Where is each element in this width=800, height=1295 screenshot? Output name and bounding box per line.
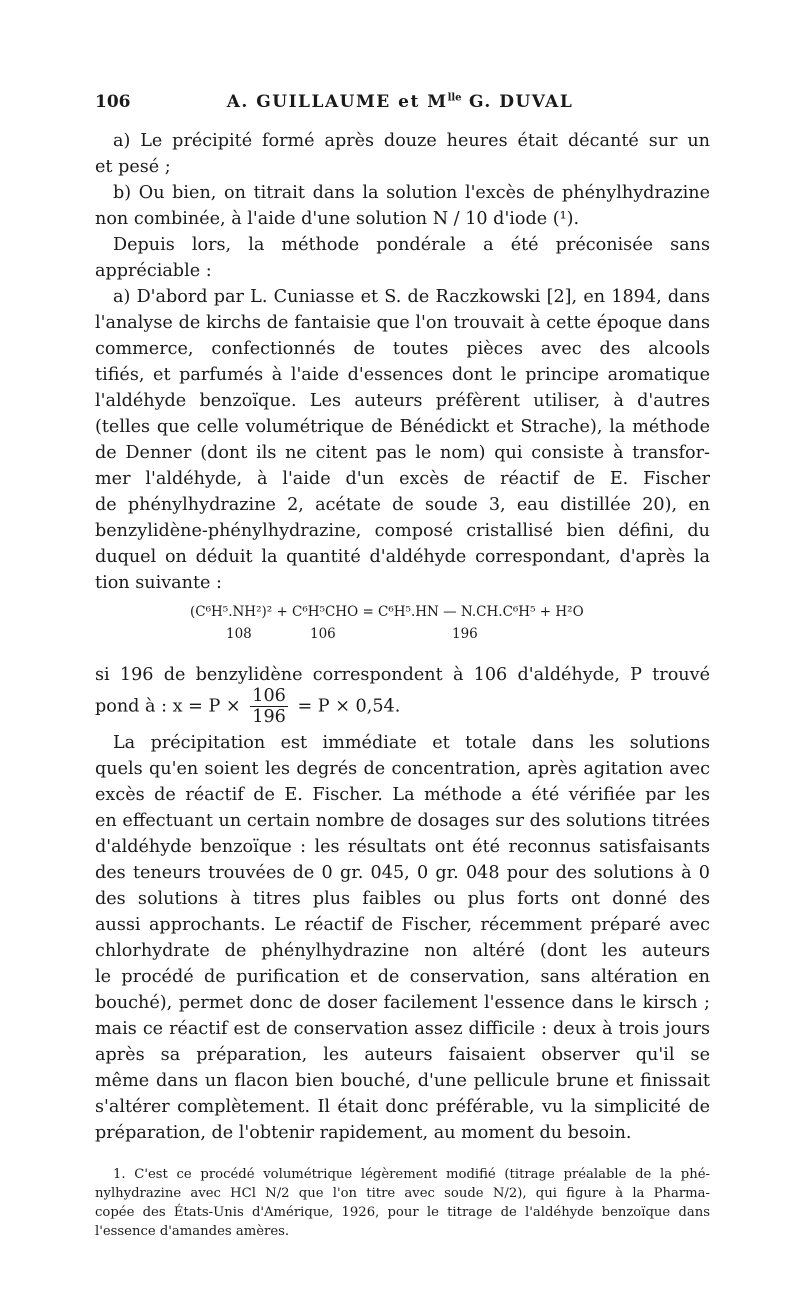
formula-line	[95, 686, 400, 727]
fraction	[250, 686, 288, 727]
page-header	[95, 92, 705, 122]
text-line: le procédé de purification et de conservation, sans altération en	[95, 967, 710, 987]
text-line: La précipitation est immédiate et totale dans les solutions	[113, 733, 710, 753]
text-line: préparation, de l'obtenir rapidement, au moment du besoin.	[95, 1123, 632, 1143]
text-line: Depuis lors, la méthode pondérale a été préconisée sans	[113, 235, 710, 255]
running-head-authors-b: G. DUVAL	[461, 92, 574, 112]
text-line: chlorhydrate de phénylhydrazine non altéré (dont les auteurs	[95, 941, 710, 961]
text-line: l'aldéhyde benzoïque. Les auteurs préfèrent utiliser, à d'autres	[95, 391, 710, 411]
text-line: b) Ou bien, on titrait dans la solution l'excès de phénylhydrazine	[113, 183, 710, 203]
text-line: excès de réactif de E. Fischer. La méthode a été vérifiée par les	[95, 785, 710, 805]
text-line: d'aldéhyde benzoïque : les résultats ont été reconnus satisfaisants	[95, 837, 710, 857]
text-line: mais ce réactif est de conservation assez difficile : deux à trois jours	[95, 1019, 710, 1039]
chemical-equation: (C⁶H⁵.NH²)² + C⁶H⁵CHO = C⁶H⁵.HN — N.CH.C⁶H⁵ + H²O	[190, 604, 584, 620]
running-head-sup: lle	[447, 92, 462, 104]
text-line: a) D'abord par L. Cuniasse et S. de Raczkowski [2], en 1894, dans	[113, 287, 710, 307]
fraction-denominator: 196	[252, 707, 286, 727]
text-line: non combinée, à l'aide d'une solution N / 10 d'iode (¹).	[95, 209, 580, 229]
running-head	[95, 92, 705, 112]
fraction-numerator: 106	[252, 686, 286, 706]
text-line: a) Le précipité formé après douze heures était décanté sur un	[113, 131, 710, 151]
text-line: de phénylhydrazine 2, acétate de soude 3, eau distillée 20), en	[95, 495, 710, 515]
text-line: duquel on déduit la quantité d'aldéhyde correspondant, d'après la	[95, 547, 710, 567]
text-line: même dans un flacon bien bouché, d'une pellicule brune et finissait	[95, 1071, 710, 1091]
text-line: mer l'aldéhyde, à l'aide d'un excès de réactif de E. Fischer	[95, 469, 710, 489]
formula-suffix: = P × 0,54.	[297, 696, 401, 717]
text-line: des teneurs trouvées de 0 gr. 045, 0 gr. 048 pour des solutions à 0	[95, 863, 710, 883]
molar-mass-1: 108	[226, 626, 252, 642]
text-line: bouché), permet donc de doser facilement l'essence dans le kirsch ;	[95, 993, 710, 1013]
footnote-line: l'essence d'amandes amères.	[95, 1224, 290, 1239]
text-line: benzylidène-phénylhydrazine, composé cristallisé bien défini, du	[95, 521, 710, 541]
text-line: des solutions à titres plus faibles ou plus forts ont donné des	[95, 889, 710, 909]
page-number: 106	[95, 92, 131, 112]
text-line: appréciable :	[95, 261, 212, 281]
formula-prefix: pond à : x = P ×	[95, 696, 241, 717]
footnote-line: nylhydrazine avec HCl N/2 que l'on titre avec soude N/2), qui figure à la Pharma-	[95, 1186, 710, 1201]
footnote	[95, 1165, 710, 1241]
text-line: commerce, confectionnés de toutes pièces avec des alcools	[95, 339, 710, 359]
molar-mass-3: 196	[452, 626, 478, 642]
footnote-line: copée des États-Unis d'Amérique, 1926, pour le titrage de l'aldéhyde benzoïque dans	[95, 1205, 710, 1220]
running-head-authors-a: A. GUILLAUME et M	[226, 92, 448, 112]
text-line: (telles que celle volumétrique de Bénédickt et Strache), la méthode	[95, 417, 710, 437]
text-line: quels qu'en soient les degrés de concentration, après agitation avec	[95, 759, 710, 779]
footnote-line: 1. C'est ce procédé volumétrique légèrement modifié (titrage préalable de la phé-	[113, 1167, 710, 1182]
text-line: tifiés, et parfumés à l'aide d'essences dont le principe aromatique	[95, 365, 710, 385]
text-line: en effectuant un certain nombre de dosages sur des solutions titrées	[95, 811, 710, 831]
text-line: de Denner (dont ils ne citent pas le nom) qui consiste à transfor-	[95, 443, 710, 463]
text-line: l'analyse de kirchs de fantaisie que l'on trouvait à cette époque dans	[95, 313, 710, 333]
text-line: tion suivante :	[95, 573, 222, 593]
molar-mass-2: 106	[310, 626, 336, 642]
text-line: et pesé ;	[95, 157, 171, 177]
text-line: si 196 de benzylidène correspondent à 106 d'aldéhyde, P trouvé	[95, 665, 710, 685]
text-line: aussi approchants. Le réactif de Fischer, récemment préparé avec	[95, 915, 710, 935]
text-line: s'altérer complètement. Il était donc préférable, vu la simplicité de	[95, 1097, 710, 1117]
text-line: après sa préparation, les auteurs faisaient observer qu'il se	[95, 1045, 710, 1065]
